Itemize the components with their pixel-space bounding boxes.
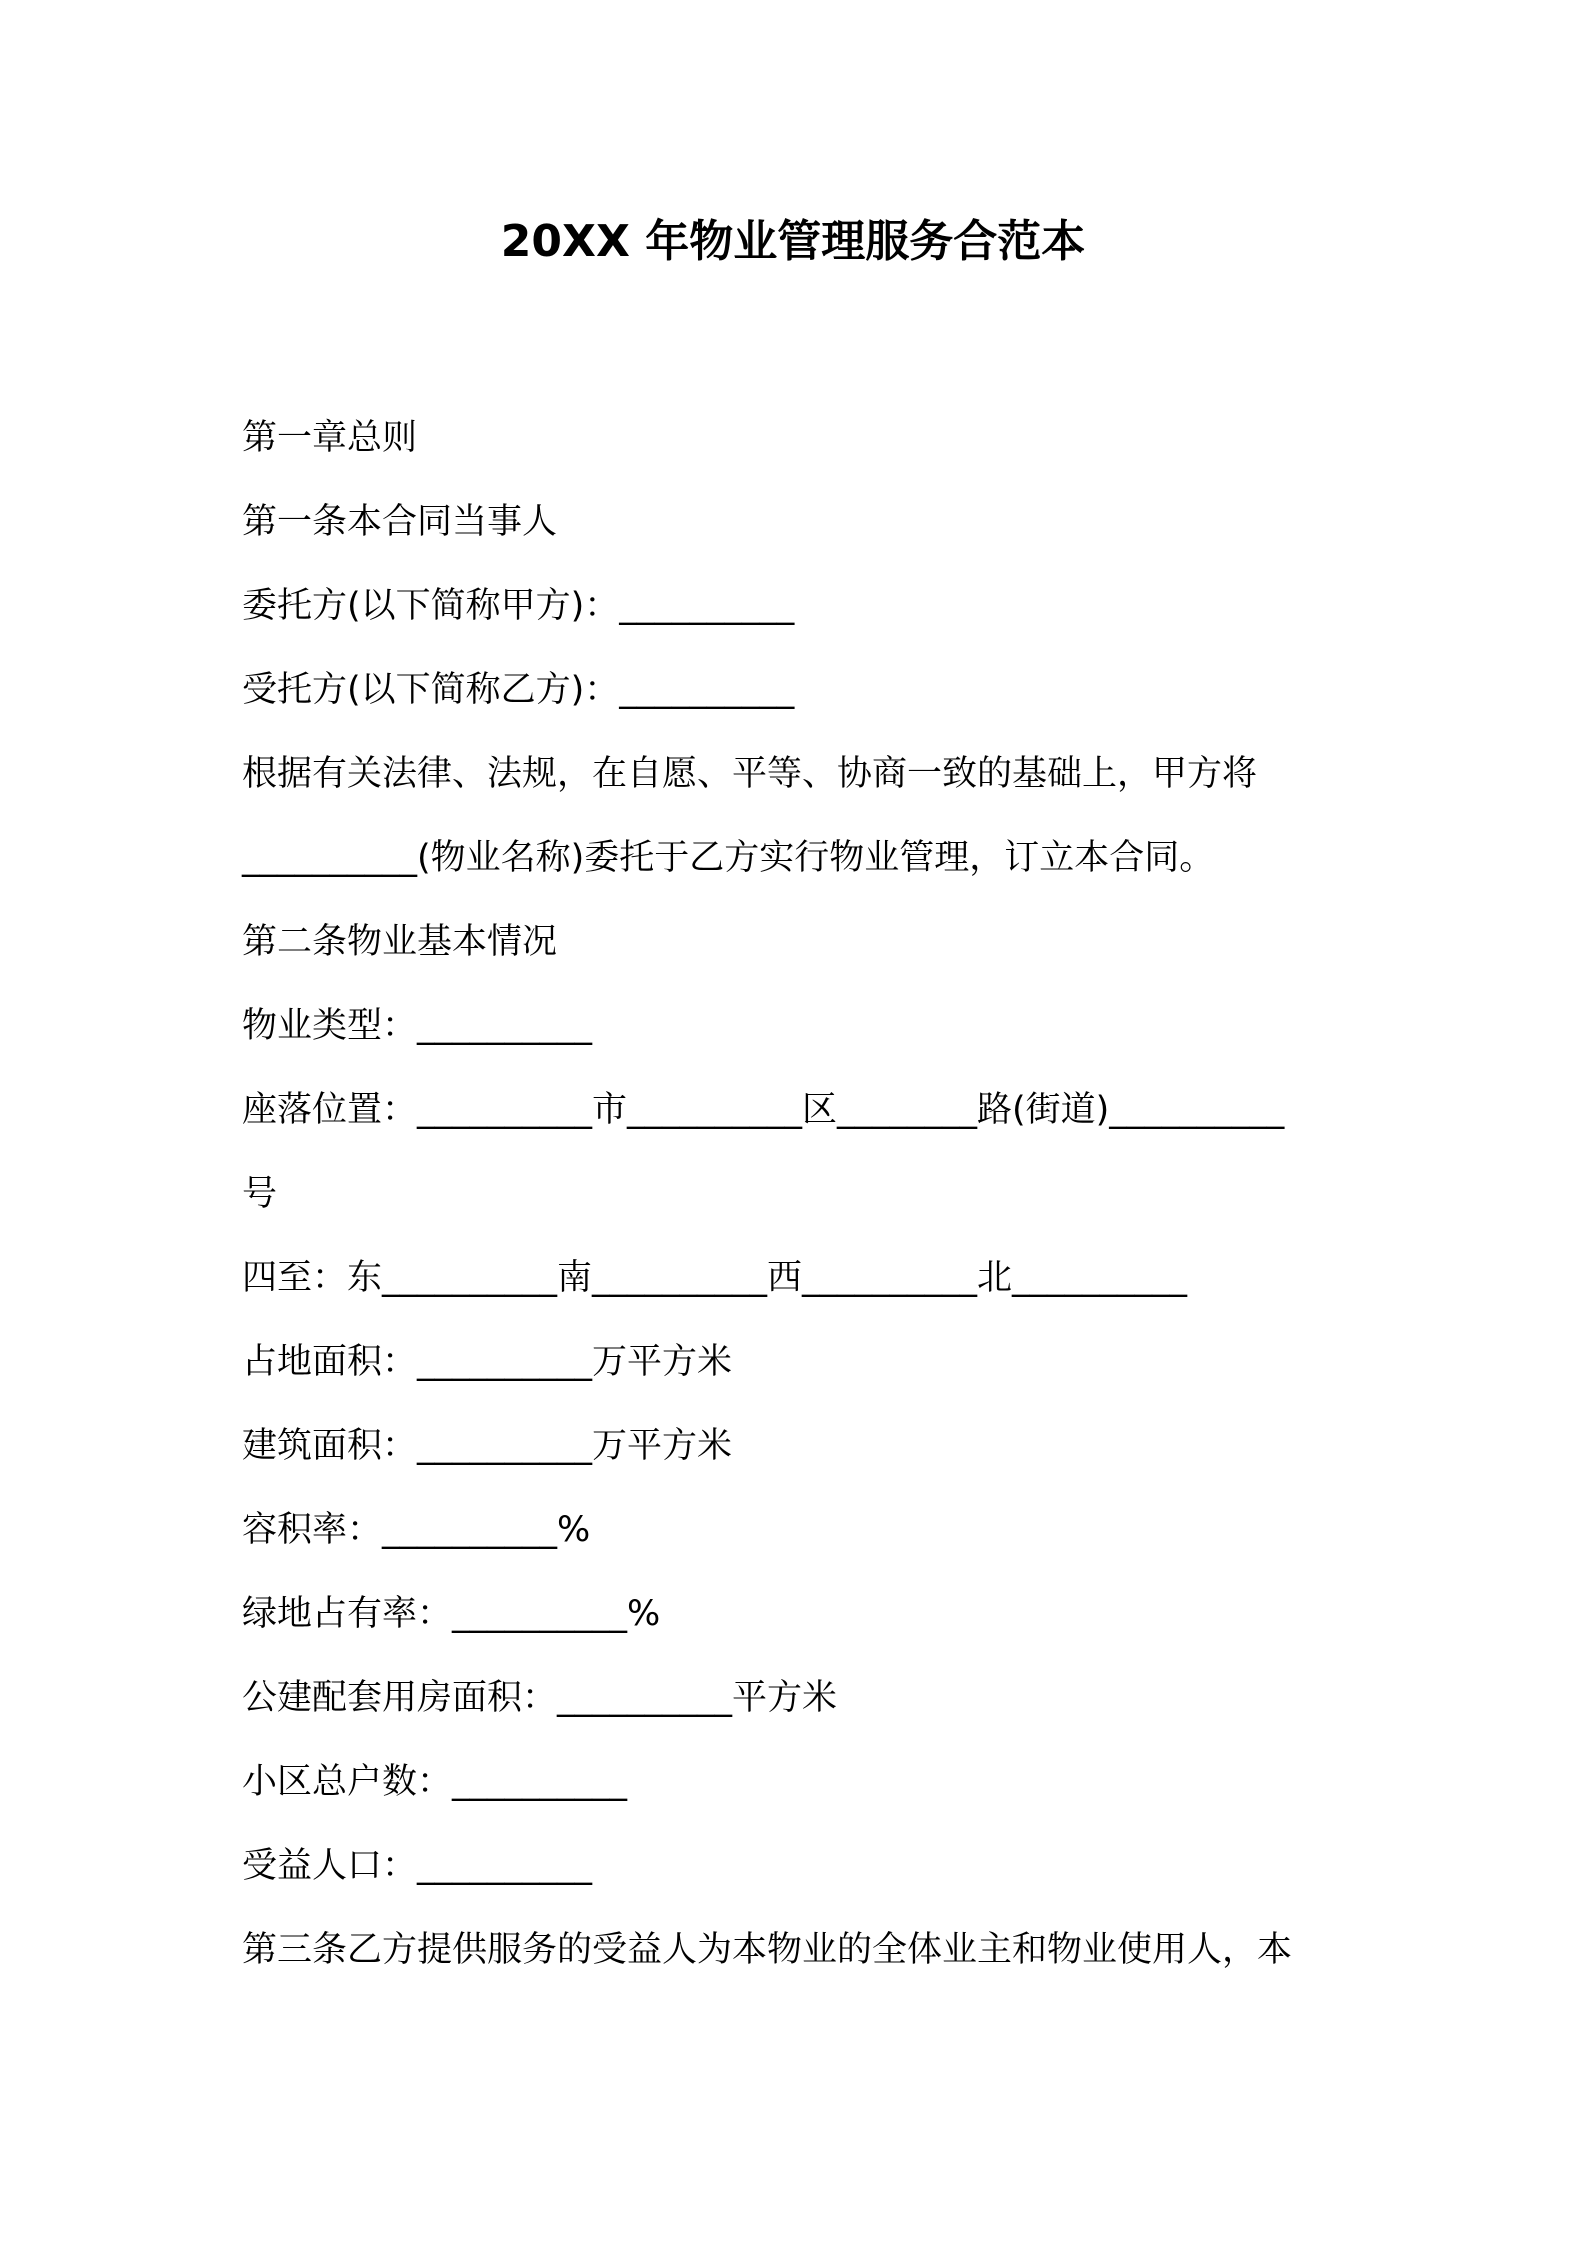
household-count-line: 小区总户数：__________ xyxy=(242,1762,628,1802)
article-1-heading: 第一条本合同当事人 xyxy=(242,502,558,542)
public-facility-area-line: 公建配套用房面积：__________平方米 xyxy=(242,1678,838,1718)
agreement-paragraph-line: __________(物业名称)委托于乙方实行物业管理，订立本合同。 xyxy=(242,838,1215,878)
plot-ratio-line: 容积率：__________% xyxy=(242,1510,591,1550)
location-line-continued: 号 xyxy=(242,1174,278,1214)
location-line: 座落位置：__________市__________区________路(街道)__________ xyxy=(242,1090,1285,1130)
boundaries-line: 四至：东__________南__________西__________北__________ xyxy=(242,1258,1188,1298)
land-area-line: 占地面积：__________万平方米 xyxy=(242,1342,733,1382)
article-3-line: 第三条乙方提供服务的受益人为本物业的全体业主和物业使用人，本 xyxy=(242,1930,1293,1970)
beneficiary-population-line: 受益人口：__________ xyxy=(242,1846,593,1886)
chapter-heading: 第一章总则 xyxy=(242,418,418,458)
agreement-paragraph-line: 根据有关法律、法规，在自愿、平等、协商一致的基础上，甲方将 xyxy=(242,754,1258,794)
property-type-line: 物业类型：__________ xyxy=(242,1006,593,1046)
green-ratio-line: 绿地占有率：__________% xyxy=(242,1594,661,1634)
document-title: 20XX 年物业管理服务合范本 xyxy=(500,216,1086,267)
party-a-line: 委托方(以下简称甲方)：__________ xyxy=(242,586,795,626)
building-area-line: 建筑面积：__________万平方米 xyxy=(242,1426,733,1466)
article-2-heading: 第二条物业基本情况 xyxy=(242,922,558,962)
party-b-line: 受托方(以下简称乙方)：__________ xyxy=(242,670,795,710)
document-body xyxy=(242,408,1362,2004)
